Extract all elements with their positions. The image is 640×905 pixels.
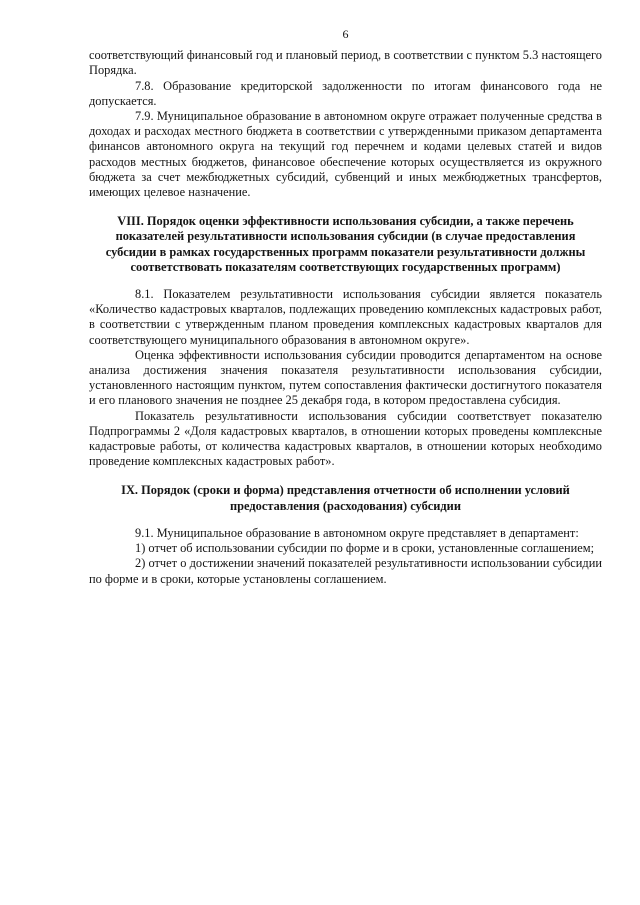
page-number: 6 <box>342 27 349 41</box>
section-8-paragraph-2: Оценка эффективности использования субсидии проводится департаментом на основе анализа достижения значения показателя результативности использования субсидии, установленного настоящим пунктом, путем сопоставления фактически достигнутого показателя и его планового значения не позднее 25 декабря года, в котором предоставлена субсидия. <box>89 347 602 408</box>
section-9-item-1: 1) отчет об использовании субсидии по форме и в сроки, установленные соглашением; <box>135 541 595 556</box>
spacer <box>89 514 602 526</box>
spacer <box>89 275 602 287</box>
section-8-heading: VIII. Порядок оценки эффективности использования субсидии, а также перечень показателей результативности использования субсидии (в случае предоставления субсидии в рамках государственных программ показатели результативности должны соответствовать показателям соответствующих государственных программ) <box>105 214 586 274</box>
section-9-paragraph-1: 9.1. Муниципальное образование в автономном округе представляет в департамент: <box>135 525 579 540</box>
section-8-paragraph-3: Показатель результативности использования субсидии соответствует показателю Подпрограммы 2 «Доля кадастровых кварталов, в отношении которых проведены комплексные кадастровые работы, от количества кадастровых кварталов, в отношении которых необходимо проведение комплексных кадастровых работ». <box>89 408 602 469</box>
intro-paragraph-7-8: 7.8. Образование кредиторской задолженности по итогам финансового года не допускается. <box>89 78 602 108</box>
intro-paragraph-continuation: соответствующий финансовый год и плановый период, в соответствии с пунктом 5.3 настоящего Порядка. <box>89 48 602 78</box>
intro-paragraph-7-9: 7.9. Муниципальное образование в автономном округе отражает полученные средства в доходах и расходах местного бюджета в соответствии с утвержденными приказом департамента финансов автономного округа на текущий год перечнем и кодами целевых статей и видов расходов местных бюджетов, финансовое обеспечение которых осуществляется из окружного бюджета за счет межбюджетных субсидий, субвенций и иных межбюджетных трансфертов, имеющих целевое назначение. <box>89 109 602 200</box>
section-8-paragraph-1: 8.1. Показателем результативности использования субсидии является показатель «Количество кадастровых кварталов, подлежащих проведению комплексных кадастровых работ, в соответствии с утвержденным планом проведения комплексных кадастровых кварталов для соответствующего муниципального образования в автономном округе». <box>89 287 602 347</box>
section-9-item-2: 2) отчет о достижении значений показателей результативности использовании субсидии по форме и в сроки, которые установлены соглашением. <box>89 556 602 586</box>
section-9-heading: IX. Порядок (сроки и форма) представления отчетности об исполнении условий предоставления (расходования) субсидии <box>121 483 570 513</box>
spacer <box>89 200 602 214</box>
spacer <box>89 469 602 483</box>
